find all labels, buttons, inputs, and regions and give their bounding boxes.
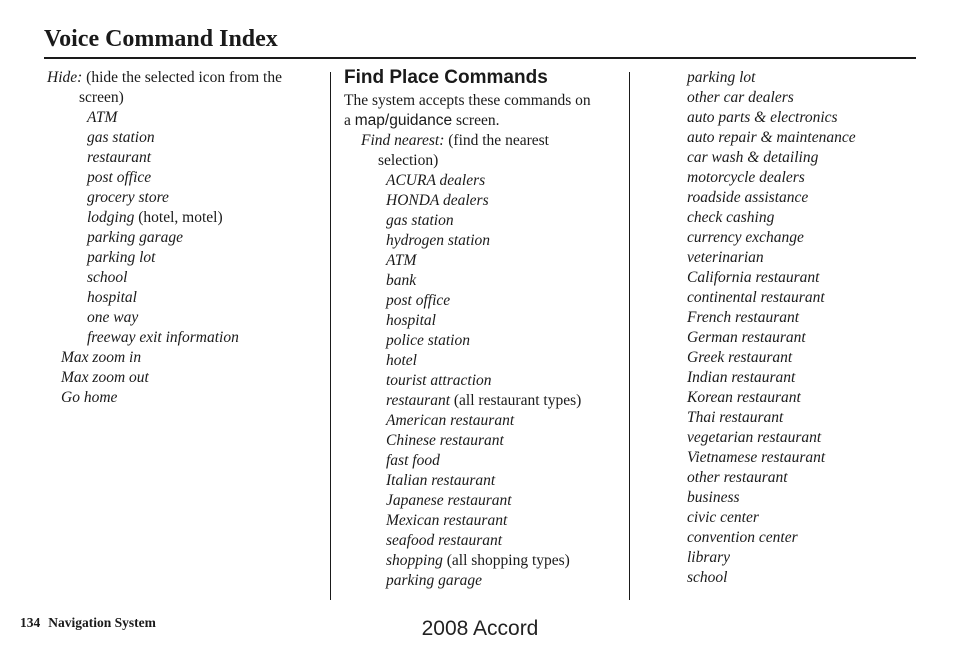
list-item xyxy=(87,148,282,168)
right-column xyxy=(687,68,856,588)
list-item xyxy=(687,308,856,328)
list-item xyxy=(386,511,591,531)
item-term: vegetarian restaurant xyxy=(687,429,822,446)
list-item xyxy=(87,188,282,208)
item-term: continental restaurant xyxy=(687,289,825,306)
list-item xyxy=(386,351,591,371)
item-term: one way xyxy=(87,309,139,326)
list-item xyxy=(386,391,591,411)
item-term: Italian restaurant xyxy=(386,472,496,489)
list-item xyxy=(61,368,282,388)
list-item xyxy=(386,411,591,431)
list-item xyxy=(687,128,856,148)
item-term: Japanese restaurant xyxy=(386,492,512,509)
item-term: Go home xyxy=(61,389,118,406)
item-term: gas station xyxy=(87,129,155,146)
list-item xyxy=(386,471,591,491)
item-term: grocery store xyxy=(87,189,169,206)
hide-items-list xyxy=(87,108,282,348)
item-term: ATM xyxy=(87,109,118,126)
item-term: Indian restaurant xyxy=(687,369,796,386)
item-term: Greek restaurant xyxy=(687,349,793,366)
intro-tail: screen. xyxy=(456,112,500,129)
list-item xyxy=(687,248,856,268)
item-term: school xyxy=(87,269,128,286)
item-term: freeway exit information xyxy=(87,329,239,346)
list-item xyxy=(687,208,856,228)
column-divider-left xyxy=(330,72,331,600)
list-item xyxy=(386,171,591,191)
hide-desc: (hide the selected icon from the xyxy=(86,69,282,86)
list-item xyxy=(87,248,282,268)
list-item xyxy=(386,231,591,251)
list-item xyxy=(386,251,591,271)
item-term: tourist attraction xyxy=(386,372,492,389)
screen-name: map/guidance xyxy=(354,112,453,129)
item-term: shopping xyxy=(386,552,443,569)
middle-column xyxy=(344,68,591,591)
list-item xyxy=(386,571,591,591)
list-item xyxy=(87,128,282,148)
item-term: school xyxy=(687,569,728,586)
item-term: other car dealers xyxy=(687,89,794,106)
item-term: Max zoom out xyxy=(61,369,149,386)
list-item xyxy=(687,108,856,128)
item-term: police station xyxy=(386,332,470,349)
item-term: civic center xyxy=(687,509,759,526)
list-item xyxy=(87,108,282,128)
list-item xyxy=(87,208,282,228)
find-nearest-items-continued xyxy=(687,68,856,588)
find-nearest-desc-continued: selection) xyxy=(378,152,439,169)
list-item xyxy=(687,88,856,108)
list-item xyxy=(386,491,591,511)
page-number: 134 xyxy=(20,615,41,630)
item-term: motorcycle dealers xyxy=(687,169,805,186)
item-term: parking garage xyxy=(87,229,184,246)
item-term: auto repair & maintenance xyxy=(687,129,856,146)
item-term: restaurant xyxy=(87,149,152,166)
list-item xyxy=(386,331,591,351)
item-term: Vietnamese restaurant xyxy=(687,449,826,466)
list-item xyxy=(386,191,591,211)
hide-term: Hide: xyxy=(47,69,83,86)
list-item xyxy=(687,548,856,568)
item-term: ACURA dealers xyxy=(386,172,486,189)
list-item xyxy=(687,148,856,168)
intro-line-2 xyxy=(344,111,591,131)
list-item xyxy=(687,428,856,448)
intro-a: a xyxy=(344,112,351,129)
item-term: seafood restaurant xyxy=(386,532,503,549)
list-item xyxy=(687,288,856,308)
find-nearest-desc: (find the nearest xyxy=(448,132,549,149)
footer-section: Navigation System xyxy=(48,615,156,630)
list-item xyxy=(687,328,856,348)
list-item xyxy=(687,508,856,528)
item-term: Thai restaurant xyxy=(687,409,784,426)
item-term: lodging xyxy=(87,209,135,226)
list-item xyxy=(386,311,591,331)
list-item xyxy=(687,68,856,88)
item-term: parking lot xyxy=(87,249,156,266)
item-term: Korean restaurant xyxy=(687,389,801,406)
list-item xyxy=(87,328,282,348)
item-term: ATM xyxy=(386,252,417,269)
item-term: auto parts & electronics xyxy=(687,109,838,126)
item-term: HONDA dealers xyxy=(386,192,489,209)
item-note: (all shopping types) xyxy=(446,552,570,569)
hide-command xyxy=(47,68,282,88)
item-term: check cashing xyxy=(687,209,775,226)
item-term: German restaurant xyxy=(687,329,806,346)
list-item xyxy=(687,348,856,368)
hide-desc-continued: screen) xyxy=(79,89,124,106)
item-term: Max zoom in xyxy=(61,349,142,366)
item-term: car wash & detailing xyxy=(687,149,819,166)
item-term: parking lot xyxy=(687,69,756,86)
list-item xyxy=(687,468,856,488)
item-term: convention center xyxy=(687,529,798,546)
item-term: veterinarian xyxy=(687,249,764,266)
section-heading: Find Place Commands xyxy=(344,67,548,88)
list-item xyxy=(386,431,591,451)
list-item xyxy=(687,528,856,548)
zoom-commands-list xyxy=(61,348,282,408)
item-term: other restaurant xyxy=(687,469,788,486)
item-term: post office xyxy=(87,169,152,186)
list-item xyxy=(687,368,856,388)
item-term: bank xyxy=(386,272,417,289)
left-column xyxy=(47,68,282,408)
list-item xyxy=(687,568,856,588)
list-item xyxy=(87,228,282,248)
list-item xyxy=(386,291,591,311)
item-term: French restaurant xyxy=(687,309,800,326)
item-term: hotel xyxy=(386,352,417,369)
intro-line: The system accepts these commands on xyxy=(344,92,591,109)
item-note: (hotel, motel) xyxy=(138,209,223,226)
item-term: hydrogen station xyxy=(386,232,491,249)
list-item xyxy=(386,451,591,471)
list-item xyxy=(687,268,856,288)
item-term: post office xyxy=(386,292,451,309)
find-nearest-command xyxy=(361,131,591,151)
item-term: hospital xyxy=(87,289,137,306)
item-term: business xyxy=(687,489,740,506)
list-item xyxy=(87,168,282,188)
item-term: Chinese restaurant xyxy=(386,432,504,449)
item-term: fast food xyxy=(386,452,440,469)
item-term: parking garage xyxy=(386,572,483,589)
list-item xyxy=(687,188,856,208)
item-term: hospital xyxy=(386,312,436,329)
item-term: library xyxy=(687,549,731,566)
list-item xyxy=(386,211,591,231)
list-item xyxy=(61,348,282,368)
list-item xyxy=(687,488,856,508)
title-rule xyxy=(44,57,916,59)
item-term: Mexican restaurant xyxy=(386,512,508,529)
item-term: roadside assistance xyxy=(687,189,809,206)
item-term: gas station xyxy=(386,212,454,229)
list-item xyxy=(687,228,856,248)
item-note: (all restaurant types) xyxy=(453,392,582,409)
list-item xyxy=(687,408,856,428)
item-term: restaurant xyxy=(386,392,451,409)
column-divider-right xyxy=(629,72,630,600)
find-nearest-items-list xyxy=(386,171,591,591)
list-item xyxy=(87,268,282,288)
list-item xyxy=(687,448,856,468)
find-nearest-term: Find nearest: xyxy=(361,132,445,149)
list-item xyxy=(61,388,282,408)
list-item xyxy=(87,288,282,308)
list-item xyxy=(687,388,856,408)
list-item xyxy=(386,371,591,391)
list-item xyxy=(687,168,856,188)
item-term: currency exchange xyxy=(687,229,804,246)
list-item xyxy=(386,271,591,291)
list-item xyxy=(87,308,282,328)
list-item xyxy=(386,531,591,551)
list-item xyxy=(386,551,591,571)
watermark-text: 2008 Accord xyxy=(421,617,539,640)
page-title: Voice Command Index xyxy=(44,26,278,52)
item-term: American restaurant xyxy=(386,412,515,429)
item-term: California restaurant xyxy=(687,269,820,286)
